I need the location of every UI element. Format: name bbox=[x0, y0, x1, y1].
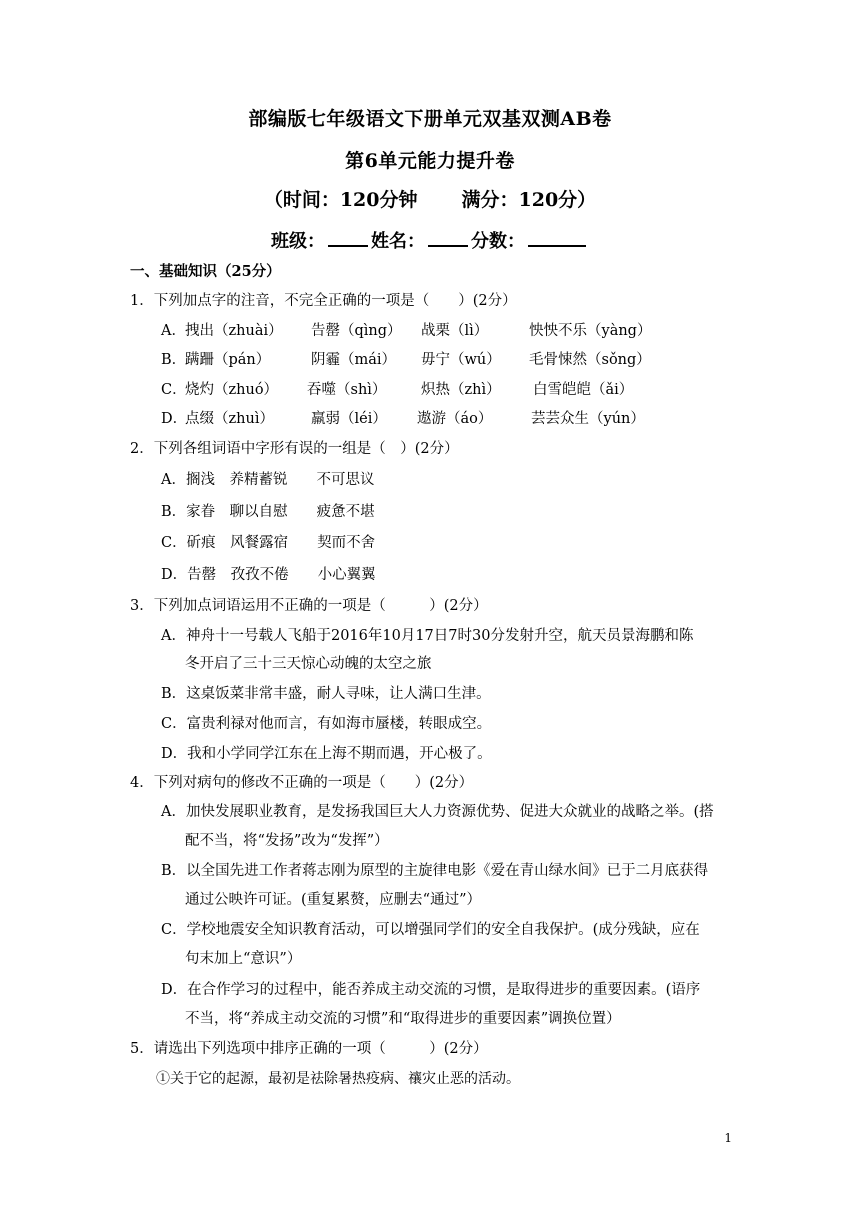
name-label: 姓名： bbox=[371, 231, 425, 252]
question-5-item-1: ①关于它的起源，最初是祛除暑热疫病、禳灾止恶的活动。 bbox=[156, 1071, 520, 1087]
question-5-stem: 5．请选出下列选项中排序正确的一项（ ）(2分） bbox=[130, 1041, 488, 1057]
question-2-option-b: B．家眷 聊以自慰 疲惫不堪 bbox=[161, 504, 375, 520]
question-4-option-c-line2: 句末加上“意识”） bbox=[185, 951, 302, 967]
question-4-option-d-line2: 不当，将“养成主动交流的习惯”和“取得进步的重要因素”调换位置） bbox=[185, 1011, 621, 1027]
student-info-line bbox=[0, 227, 860, 253]
question-2-stem: 2．下列各组词语中字形有误的一组是（ ）(2分） bbox=[130, 441, 459, 457]
question-4-option-a-line2: 配不当，将“发扬”改为“发挥”） bbox=[185, 833, 389, 849]
score-label: 满分：120分） bbox=[461, 189, 597, 211]
question-4-option-b-line1: B．以全国先进工作者蒋志刚为原型的主旋律电影《爱在青山绿水间》已于二月底获得 bbox=[161, 863, 709, 879]
question-3-option-c: C．富贵利禄对他而言，有如海市蜃楼，转眼成空。 bbox=[161, 716, 492, 732]
question-4-stem: 4．下列对病句的修改不正确的一项是（ ）(2分） bbox=[130, 775, 474, 791]
question-2-option-d: D．告罄 孜孜不倦 小心翼翼 bbox=[161, 567, 376, 583]
question-4-option-a-line1: A．加快发展职业教育，是发扬我国巨大人力资源优势、促进大众就业的战略之举。(搭 bbox=[161, 804, 714, 820]
class-blank[interactable] bbox=[328, 244, 368, 247]
document-page: 部编版七年级语文下册单元双基双测AB卷 第6单元能力提升卷 （时间：120分钟 满分：120分） 班级： 姓名： 分数： 一、基础知识（25分） 1．下列加点字的注音，不完全正确的一项是（ ）(2分） A． 拽出（zhuài） 告罄（qìng） 战栗（lì） 怏怏不乐（yàng） B． 蹒跚（pán） 阴霾（mái） 毋宁（wú） 毛骨悚然（sǒng） C． 烧灼（zhuó） 吞噬（shì） 炽热（zhì） 白雪皑皑（ǎi） D． 点缀（zhuì） 羸弱（léi） 遨游（áo） 芸芸众生（yún） 2．下列各组词语中字形有误的一组是（ ）(2分） A．搁浅 养精蓄锐 不可思议 B．家眷 聊以自慰 疲惫不堪 C．斫痕 风餐露宿 契而不舍 D．告罄 孜孜不倦 小心翼翼 3．下列加点词语运用不正确的一项是（ ）(2分） A．神舟十一号载人飞船于2016年10月17日7时30分发射升空，航天员景海鹏和陈 冬开启了三十三天惊心动魄的太空之旅 B．这桌饭菜非常丰盛，耐人寻味，让人满口生津。 C．富贵利禄对他而言，有如海市蜃楼，转眼成空。 D．我和小学同学江东在上海不期而遇，开心极了。 4．下列对病句的修改不正确的一项是（ ）(2分） A．加快发展职业教育，是发扬我国巨大人力资源优势、促进大众就业的战略之举。(搭 配不当，将“发扬”改为“发挥”） B．以全国先进工作者蒋志刚为原型的主旋律电影《爱在青山绿水间》已于二月底获得 通过公映许可证。(重复累赘，应删去“通过”） C．学校地震安全知识教育活动，可以增强同学们的安全自我保护。(成分残缺，应在 句末加上“意识”） D．在合作学习的过程中，能否养成主动交流的习惯，是取得进步的重要因素。(语序 不当，将“养成主动交流的习惯”和“取得进步的重要因素”调换位置） 5．请选出下列选项中排序正确的一项（ ）(2分） ①关于它的起源，最初是祛除暑热疫病、禳灾止恶的活动。 1 bbox=[0, 0, 860, 1216]
name-blank[interactable] bbox=[428, 244, 468, 247]
question-4-option-b-line2: 通过公映许可证。(重复累赘，应删去“通过”） bbox=[185, 892, 481, 908]
question-1-stem: 1．下列加点字的注音，不完全正确的一项是（ ）(2分） bbox=[130, 293, 517, 309]
page-number: 1 bbox=[724, 1131, 732, 1145]
class-label: 班级： bbox=[271, 231, 325, 252]
question-2-option-c: C．斫痕 风餐露宿 契而不舍 bbox=[161, 535, 376, 551]
paper-subtitle: 第6单元能力提升卷 bbox=[345, 150, 515, 172]
question-3-option-a-line1: A．神舟十一号载人飞船于2016年10月17日7时30分发射升空，航天员景海鹏和陈 bbox=[161, 628, 694, 644]
time-label: （时间：120分钟 bbox=[263, 189, 418, 211]
question-3-option-b: B．这桌饭菜非常丰盛，耐人寻味，让人满口生津。 bbox=[161, 686, 491, 702]
mark-label: 分数： bbox=[471, 231, 525, 252]
section-title: 一、基础知识（25分） bbox=[130, 263, 281, 280]
question-4-option-d-line1: D．在合作学习的过程中，能否养成主动交流的习惯，是取得进步的重要因素。(语序 bbox=[161, 982, 701, 998]
question-3-stem: 3．下列加点词语运用不正确的一项是（ ）(2分） bbox=[130, 598, 488, 614]
paper-title: 部编版七年级语文下册单元双基双测AB卷 bbox=[248, 108, 612, 130]
question-4-option-c-line1: C．学校地震安全知识教育活动，可以增强同学们的安全自我保护。(成分残缺，应在 bbox=[161, 922, 700, 938]
time-score-line bbox=[0, 185, 860, 212]
mark-blank[interactable] bbox=[528, 244, 586, 247]
question-3-option-d: D．我和小学同学江东在上海不期而遇，开心极了。 bbox=[161, 746, 492, 762]
question-3-option-a-line2: 冬开启了三十三天惊心动魄的太空之旅 bbox=[185, 656, 432, 672]
question-2-option-a: A．搁浅 养精蓄锐 不可思议 bbox=[161, 472, 375, 488]
